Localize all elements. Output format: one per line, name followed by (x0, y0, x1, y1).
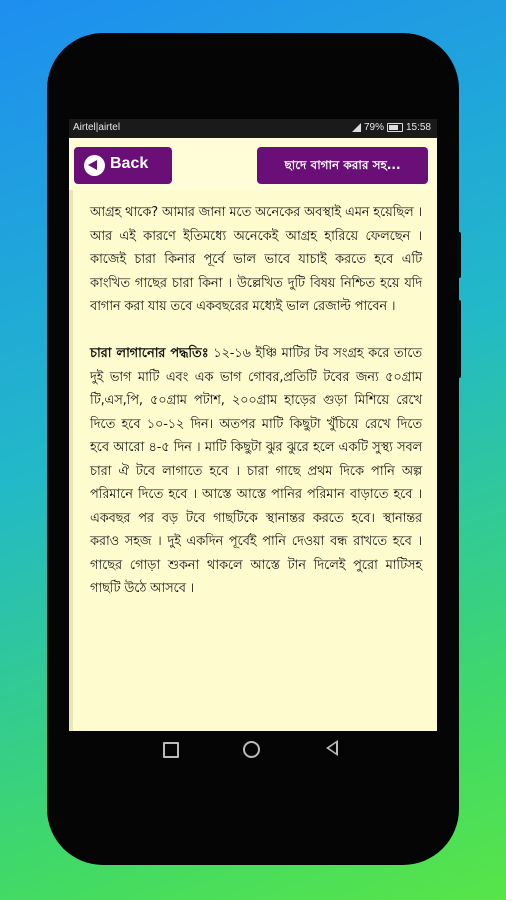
section-heading: চারা লাগানোর পদ্ধতিঃ (90, 346, 209, 361)
paragraph-2-body: ১২-১৬ ইঞ্চি মাটির টব সংগ্রহ করে তাতে দুই ভাগ মাটি এবং এক ভাগ গোবর,প্রতিটি টবের জন্য ৫০গ্রাম টি,এস,পি, ৫০গ্রাম পটাশ, ২০০গ্রাম হাড়ের গুড়া মিশিয়ে রেখে দিতে হবে ১০-১২ দিন। অতপর মাটি কিছুটা খুঁচিয়ে রেখে দিতে হবে আরো ৪-৫ দিন । মাটি কিছুটা ঝুর ঝুরে হলে একটি সুস্থ্য সবল চারা ঐ টবে লাগাতে হবে । চারা গাছে প্রথম দিকে পানি অল্প পরিমানে দিতে হবে । আস্তে আস্তে পানির পরিমান বাড়াতে হবে । একবছর পর বড় টবে গাছটিকে স্থানান্তর করতে হবে। স্থানান্তর করাও সহজ । দুই একদিন পূর্বেই পানি দেওয়া বন্ধ রাখতে হবে । গাছের গোড়া শুকনা থাকলে আস্তে টান দিলেই পুরো মাটিসহ গাছটি উঠে আসবে । (90, 346, 422, 596)
status-bar (69, 119, 437, 138)
clock: 15:58 (405, 122, 431, 133)
article-content[interactable] (69, 190, 437, 731)
recent-apps-icon[interactable] (163, 742, 179, 758)
app-bar (69, 138, 437, 190)
page-title-button[interactable]: ছাদে বাগান করার সহ... (257, 147, 428, 184)
back-button-label: Back (110, 155, 149, 172)
battery-icon (387, 123, 403, 132)
nav-bar (69, 731, 437, 769)
signal-icon (352, 123, 361, 132)
home-icon[interactable] (243, 741, 260, 758)
volume-button (457, 232, 461, 278)
battery-percent: 79% (363, 122, 384, 133)
back-button[interactable] (74, 147, 172, 184)
article-text (90, 201, 422, 601)
paragraph-1: আগ্রহ থাকে? আমার জানা মতে অনেকের অবস্থাই এমন হয়েছিল । আর এই কারণে ইতিমধ্যে অনেকেই আগ্রহ হারিয়ে ফেলছেন । কাজেই চারা কিনার পূর্বে ভাল ভাবে যাচাই করতে হবে এটি কাংখিত গাছের চারা কিনা । উল্লেখিত দুটি বিষয় নিশ্চিত হয়ে যদি বাগান করা যায় তবে একবছরের মধ্যেই ভাল রেজাল্ট পাবেন । (90, 205, 422, 314)
carrier-label: Airtel|airtel (73, 122, 121, 133)
back-arrow-icon (84, 155, 105, 176)
status-right (352, 122, 431, 133)
nav-back-icon[interactable] (326, 740, 338, 756)
paragraph-2 (90, 342, 422, 601)
phone-screen (69, 119, 437, 731)
power-button (457, 300, 461, 378)
